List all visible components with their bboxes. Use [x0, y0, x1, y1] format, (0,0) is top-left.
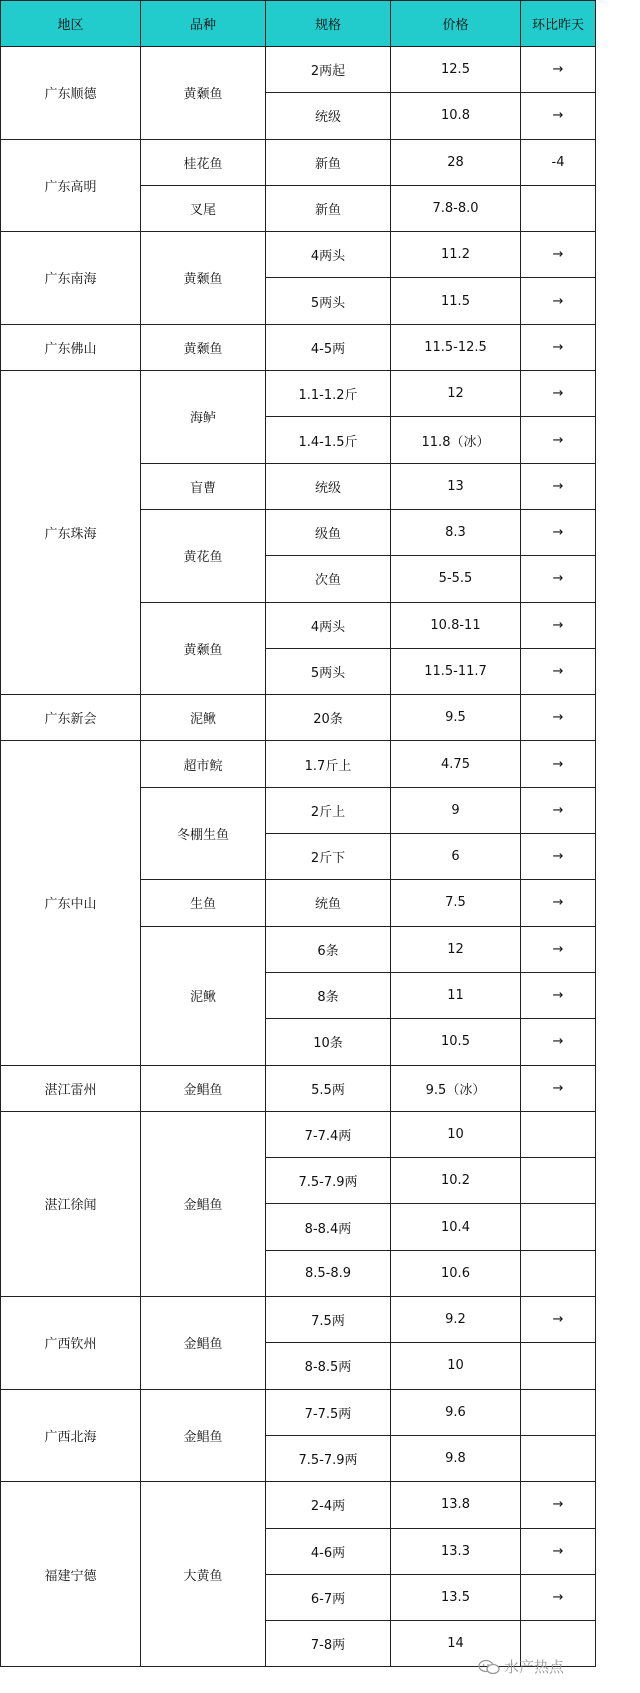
species-cell: 泥鳅 — [141, 695, 266, 741]
change-cell: → — [521, 695, 596, 741]
spec-cell: 新鱼 — [266, 139, 391, 185]
spec-cell: 20条 — [266, 695, 391, 741]
spec-cell: 统级 — [266, 93, 391, 139]
price-cell: 6 — [391, 834, 521, 880]
change-cell: → — [521, 1065, 596, 1111]
spec-cell: 8.5-8.9 — [266, 1250, 391, 1296]
table-body — [1, 47, 596, 1667]
change-cell — [521, 185, 596, 231]
price-cell: 28 — [391, 139, 521, 185]
spec-cell: 4-5两 — [266, 324, 391, 370]
spec-cell: 4-6两 — [266, 1528, 391, 1574]
price-cell: 9.5 — [391, 695, 521, 741]
price-cell: 10 — [391, 1111, 521, 1157]
spec-cell: 1.4-1.5斤 — [266, 417, 391, 463]
change-cell — [521, 1343, 596, 1389]
change-cell — [521, 1204, 596, 1250]
change-cell: → — [521, 371, 596, 417]
change-cell: → — [521, 509, 596, 555]
species-cell: 黄颡鱼 — [141, 602, 266, 695]
table-row — [1, 1297, 596, 1343]
change-cell — [521, 1389, 596, 1435]
change-cell: → — [521, 787, 596, 833]
species-cell: 金鲳鱼 — [141, 1065, 266, 1111]
price-cell: 7.8-8.0 — [391, 185, 521, 231]
change-cell: → — [521, 1528, 596, 1574]
spec-cell: 1.1-1.2斤 — [266, 371, 391, 417]
price-cell: 11.5-11.7 — [391, 648, 521, 694]
price-cell: 11.5 — [391, 278, 521, 324]
species-cell: 黄颡鱼 — [141, 232, 266, 325]
spec-cell: 统级 — [266, 463, 391, 509]
species-cell: 冬棚生鱼 — [141, 787, 266, 880]
watermark — [478, 1656, 564, 1677]
price-cell: 9.6 — [391, 1389, 521, 1435]
spec-cell: 5.5两 — [266, 1065, 391, 1111]
price-cell: 13 — [391, 463, 521, 509]
change-cell: → — [521, 324, 596, 370]
change-cell: → — [521, 232, 596, 278]
table-row — [1, 371, 596, 417]
species-cell: 泥鳅 — [141, 926, 266, 1065]
region-cell: 广东南海 — [1, 232, 141, 325]
price-cell: 13.8 — [391, 1482, 521, 1528]
price-cell: 10 — [391, 1343, 521, 1389]
spec-cell: 1.7斤上 — [266, 741, 391, 787]
species-cell: 桂花鱼 — [141, 139, 266, 185]
header-species: 品种 — [141, 1, 266, 47]
price-cell: 9.5（冰） — [391, 1065, 521, 1111]
watermark-text: 水产热点 — [504, 1658, 565, 1676]
change-cell: → — [521, 1574, 596, 1620]
region-cell: 湛江雷州 — [1, 1065, 141, 1111]
species-cell: 金鲳鱼 — [141, 1111, 266, 1296]
region-cell: 广东中山 — [1, 741, 141, 1065]
price-cell: 11.2 — [391, 232, 521, 278]
price-cell: 4.75 — [391, 741, 521, 787]
spec-cell: 8-8.5两 — [266, 1343, 391, 1389]
change-cell: -4 — [521, 139, 596, 185]
species-cell: 大黄鱼 — [141, 1482, 266, 1667]
change-cell: → — [521, 972, 596, 1018]
spec-cell: 7-7.4两 — [266, 1111, 391, 1157]
change-cell: → — [521, 1019, 596, 1065]
spec-cell: 7-8两 — [266, 1621, 391, 1667]
table-row — [1, 1111, 596, 1157]
price-cell: 10.8-11 — [391, 602, 521, 648]
price-cell: 10.8 — [391, 93, 521, 139]
spec-cell: 8-8.4两 — [266, 1204, 391, 1250]
table-row — [1, 47, 596, 93]
species-cell: 超市鲩 — [141, 741, 266, 787]
spec-cell: 6条 — [266, 926, 391, 972]
region-cell: 广东佛山 — [1, 324, 141, 370]
region-cell: 广西北海 — [1, 1389, 141, 1482]
region-cell: 广东新会 — [1, 695, 141, 741]
change-cell: → — [521, 648, 596, 694]
price-cell: 12.5 — [391, 47, 521, 93]
change-cell — [521, 1111, 596, 1157]
region-cell: 广东高明 — [1, 139, 141, 232]
table-row — [1, 1389, 596, 1435]
spec-cell: 级鱼 — [266, 509, 391, 555]
species-cell: 金鲳鱼 — [141, 1297, 266, 1390]
table-row — [1, 1482, 596, 1528]
spec-cell: 5两头 — [266, 648, 391, 694]
region-cell: 广西钦州 — [1, 1297, 141, 1390]
change-cell — [521, 1158, 596, 1204]
spec-cell: 统鱼 — [266, 880, 391, 926]
spec-cell: 7.5-7.9两 — [266, 1158, 391, 1204]
spec-cell: 5两头 — [266, 278, 391, 324]
price-cell: 9 — [391, 787, 521, 833]
species-cell: 生鱼 — [141, 880, 266, 926]
price-cell: 10.5 — [391, 1019, 521, 1065]
price-cell: 12 — [391, 371, 521, 417]
header-change: 环比昨天 — [521, 1, 596, 47]
price-cell: 13.5 — [391, 1574, 521, 1620]
change-cell: → — [521, 463, 596, 509]
spec-cell: 2斤上 — [266, 787, 391, 833]
table-row — [1, 232, 596, 278]
species-cell: 黄颡鱼 — [141, 47, 266, 140]
change-cell: → — [521, 1482, 596, 1528]
header-row — [1, 1, 596, 47]
spec-cell: 2-4两 — [266, 1482, 391, 1528]
wechat-icon — [478, 1659, 500, 1675]
price-cell: 11 — [391, 972, 521, 1018]
header-price: 价格 — [391, 1, 521, 47]
species-cell: 叉尾 — [141, 185, 266, 231]
change-cell: → — [521, 926, 596, 972]
region-cell: 广东顺德 — [1, 47, 141, 140]
price-cell: 10.6 — [391, 1250, 521, 1296]
price-cell: 10.4 — [391, 1204, 521, 1250]
region-cell: 湛江徐闻 — [1, 1111, 141, 1296]
spec-cell: 2斤下 — [266, 834, 391, 880]
price-cell: 9.2 — [391, 1297, 521, 1343]
price-cell: 13.3 — [391, 1528, 521, 1574]
species-cell: 金鲳鱼 — [141, 1389, 266, 1482]
change-cell — [521, 1435, 596, 1481]
price-cell: 11.8（冰） — [391, 417, 521, 463]
change-cell: → — [521, 834, 596, 880]
spec-cell: 次鱼 — [266, 556, 391, 602]
header-region: 地区 — [1, 1, 141, 47]
spec-cell: 4两头 — [266, 232, 391, 278]
change-cell: → — [521, 1297, 596, 1343]
price-cell: 12 — [391, 926, 521, 972]
price-cell: 7.5 — [391, 880, 521, 926]
spec-cell: 10条 — [266, 1019, 391, 1065]
table-row — [1, 741, 596, 787]
price-cell: 8.3 — [391, 509, 521, 555]
region-cell: 福建宁德 — [1, 1482, 141, 1667]
price-cell: 9.8 — [391, 1435, 521, 1481]
change-cell: → — [521, 880, 596, 926]
table-row — [1, 1065, 596, 1111]
change-cell: → — [521, 93, 596, 139]
header-spec: 规格 — [266, 1, 391, 47]
price-cell: 10.2 — [391, 1158, 521, 1204]
table-row — [1, 695, 596, 741]
spec-cell: 7.5两 — [266, 1297, 391, 1343]
table-row — [1, 324, 596, 370]
region-cell: 广东珠海 — [1, 371, 141, 695]
species-cell: 黄颡鱼 — [141, 324, 266, 370]
price-cell: 11.5-12.5 — [391, 324, 521, 370]
species-cell: 黄花鱼 — [141, 509, 266, 602]
change-cell: → — [521, 278, 596, 324]
table-row — [1, 139, 596, 185]
spec-cell: 4两头 — [266, 602, 391, 648]
spec-cell: 2两起 — [266, 47, 391, 93]
spec-cell: 7-7.5两 — [266, 1389, 391, 1435]
change-cell: → — [521, 741, 596, 787]
species-cell: 盲曹 — [141, 463, 266, 509]
spec-cell: 8条 — [266, 972, 391, 1018]
change-cell: → — [521, 602, 596, 648]
change-cell: → — [521, 47, 596, 93]
change-cell: → — [521, 556, 596, 602]
spec-cell: 6-7两 — [266, 1574, 391, 1620]
price-cell: 14 — [391, 1621, 521, 1667]
species-cell: 海鲈 — [141, 371, 266, 464]
change-cell — [521, 1250, 596, 1296]
change-cell: → — [521, 417, 596, 463]
price-cell: 5-5.5 — [391, 556, 521, 602]
spec-cell: 新鱼 — [266, 185, 391, 231]
spec-cell: 7.5-7.9两 — [266, 1435, 391, 1481]
